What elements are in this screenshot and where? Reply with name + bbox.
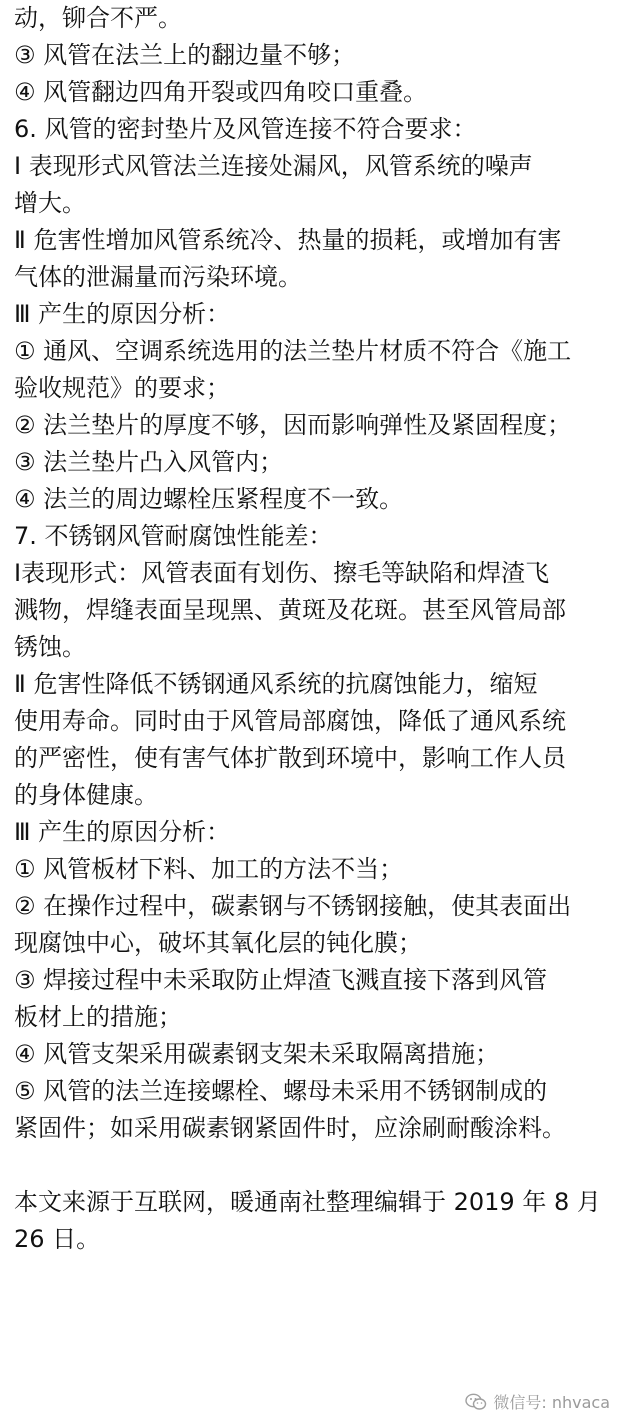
text-line: Ⅲ 产生的原因分析： — [14, 818, 231, 846]
text-line: 7. 不锈钢风管耐腐蚀性能差： — [14, 522, 333, 550]
text-line: ④ 风管翻边四角开裂或四角咬口重叠。 — [14, 78, 428, 106]
text-line: 的严密性，使有害气体扩散到环境中，影响工作人员 — [14, 744, 566, 772]
text-line: Ⅰ 表现形式风管法兰连接处漏风，风管系统的噪声 — [14, 152, 533, 180]
text-line: ③ 焊接过程中未采取防止焊渣飞溅直接下落到风管 — [14, 966, 548, 994]
text-line: 紧固件；如采用碳素钢紧固件时，应涂刷耐酸涂料。 — [14, 1114, 566, 1142]
content-lines — [14, 0, 614, 1147]
wechat-icon — [465, 1393, 487, 1411]
text-line: 气体的泄漏量而污染环境。 — [14, 263, 302, 291]
text-line: 板材上的措施； — [14, 1003, 182, 1031]
text-line: 6. 风管的密封垫片及风管连接不符合要求： — [14, 115, 477, 143]
text-line: ③ 法兰垫片凸入风管内； — [14, 448, 284, 476]
wechat-watermark — [465, 1390, 610, 1413]
text-line: Ⅰ表现形式：风管表面有划伤、擦毛等缺陷和焊渣飞 — [14, 559, 550, 587]
text-line: 现腐蚀中心，破坏其氧化层的钝化膜； — [14, 929, 422, 957]
text-line: ① 通风、空调系统选用的法兰垫片材质不符合《施工 — [14, 337, 572, 365]
source-note — [14, 1184, 614, 1258]
text-line: ⑤ 风管的法兰连接螺栓、螺母未采用不锈钢制成的 — [14, 1077, 548, 1105]
text-line: 溅物，焊缝表面呈现黑、黄斑及花斑。甚至风管局部 — [14, 596, 566, 624]
paragraph-gap — [14, 1147, 614, 1184]
source-line: 本文来源于互联网，暖通南社整理编辑于 2019 年 8 月 — [14, 1188, 601, 1216]
text-line: 锈蚀。 — [14, 633, 86, 661]
text-line: 验收规范》的要求； — [14, 374, 230, 402]
text-line: ③ 风管在法兰上的翻边量不够； — [14, 41, 356, 69]
text-line: 使用寿命。同时由于风管局部腐蚀，降低了通风系统 — [14, 707, 566, 735]
text-line: ④ 法兰的周边螺栓压紧程度不一致。 — [14, 485, 404, 513]
text-line: Ⅱ 危害性降低不锈钢通风系统的抗腐蚀能力，缩短 — [14, 670, 538, 698]
source-line: 26 日。 — [14, 1225, 101, 1253]
text-line: 动，铆合不严。 — [14, 4, 182, 32]
text-line: ② 法兰垫片的厚度不够，因而影响弹性及紧固程度； — [14, 411, 572, 439]
text-line: 的身体健康。 — [14, 781, 158, 809]
text-line: Ⅱ 危害性增加风管系统冷、热量的损耗，或增加有害 — [14, 226, 562, 254]
text-line: Ⅲ 产生的原因分析： — [14, 300, 231, 328]
text-line: ② 在操作过程中，碳素钢与不锈钢接触，使其表面出 — [14, 892, 572, 920]
article-body — [14, 0, 614, 1258]
text-line: 增大。 — [14, 189, 86, 217]
text-line: ④ 风管支架采用碳素钢支架未采取隔离措施； — [14, 1040, 500, 1068]
text-line: ① 风管板材下料、加工的方法不当； — [14, 855, 404, 883]
watermark-text: 微信号: nhvaca — [493, 1393, 610, 1412]
